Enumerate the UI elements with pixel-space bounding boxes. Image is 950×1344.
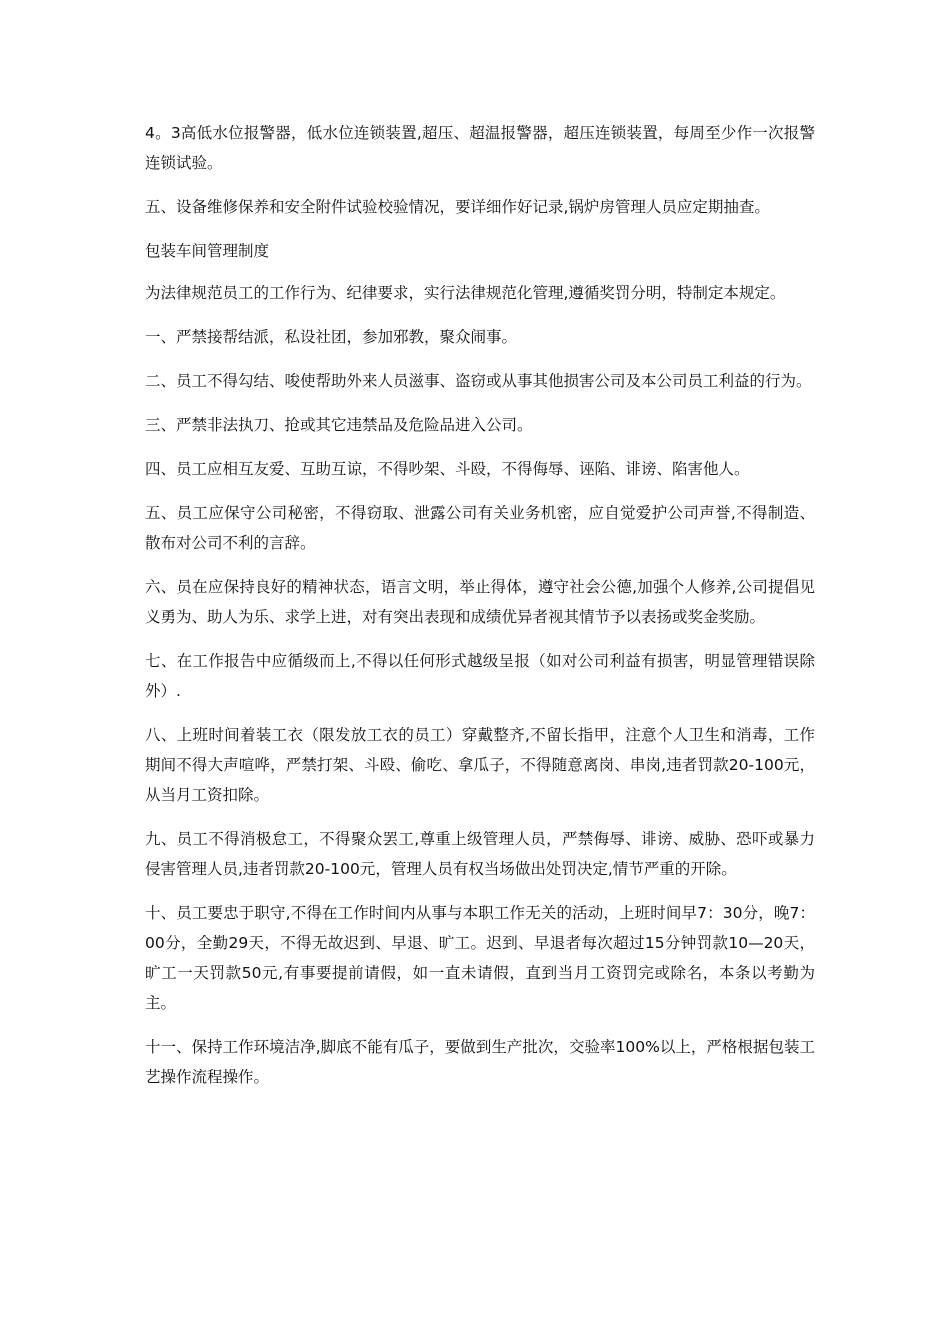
document-body xyxy=(145,118,815,1106)
rule-item-11: 十一、保持工作环境洁净,脚底不能有瓜子，要做到生产批次，交验率100%以上，严格根据包装工艺操作流程操作。 xyxy=(145,1038,815,1086)
rule-item-4: 四、员工应相互友爱、互助互谅，不得吵架、斗殴，不得侮辱、诬陷、诽谤、陷害他人。 xyxy=(145,460,750,478)
rule-item-6: 六、员在应保持良好的精神状态，语言文明，举止得体，遵守社会公德,加强个人修养,公司提倡见义勇为、助人为乐、求学上进，对有突出表现和成绩优异者视其情节予以表扬或奖金奖励。 xyxy=(145,578,815,626)
section-title: 包装车间管理制度 xyxy=(145,242,270,260)
rule-item-2: 二、员工不得勾结、唆使帮助外来人员滋事、盗窃或从事其他损害公司及本公司员工利益的行为。 xyxy=(145,372,812,390)
rule-item-1: 一、严禁接帮结派，私设社团，参加邪教，聚众闹事。 xyxy=(145,328,518,346)
paragraph-preamble: 为法律规范员工的工作行为、纪律要求，实行法律规范化管理,遵循奖罚分明，特制定本规定。 xyxy=(145,284,786,302)
rule-item-7: 七、在工作报告中应循级而上,不得以任何形式越级呈报（如对公司利益有损害，明显管理错误除外）. xyxy=(145,652,815,700)
rule-item-5: 五、员工应保守公司秘密，不得窃取、泄露公司有关业务机密，应自觉爱护公司声誉,不得制造、散布对公司不利的言辞。 xyxy=(145,504,815,552)
paragraph-maintenance-records: 五、设备维修保养和安全附件试验校验情况，要详细作好记录,锅炉房管理人员应定期抽查。 xyxy=(145,198,770,216)
rule-item-8: 八、上班时间着装工衣（限发放工衣的员工）穿戴整齐,不留长指甲，注意个人卫生和消毒，工作期间不得大声喧哗，严禁打架、斗殴、偷吃、拿瓜子，不得随意离岗、串岗,违者罚款20-100元，从当月工资扣除。 xyxy=(145,726,815,804)
rule-item-10: 十、员工要忠于职守,不得在工作时间内从事与本职工作无关的活动，上班时间早7：30分，晚7：00分，全勤29天，不得无故迟到、早退、旷工。迟到、早退者每次超过15分钟罚款10—20天，旷工一天罚款50元,有事要提前请假，如一直未请假，直到当月工资罚完或除名，本条以考勤为主。 xyxy=(145,904,815,1012)
rule-item-3: 三、严禁非法执刀、抢或其它违禁品及危险品进入公司。 xyxy=(145,416,533,434)
paragraph-water-level-alarm: 4。3高低水位报警器，低水位连锁装置,超压、超温报警器，超压连锁装置，每周至少作一次报警连锁试验。 xyxy=(145,124,815,172)
rule-item-9: 九、员工不得消极怠工，不得聚众罢工,尊重上级管理人员，严禁侮辱、诽谤、威胁、恐吓或暴力侵害管理人员,违者罚款20-100元，管理人员有权当场做出处罚决定,情节严重的开除。 xyxy=(145,830,815,878)
